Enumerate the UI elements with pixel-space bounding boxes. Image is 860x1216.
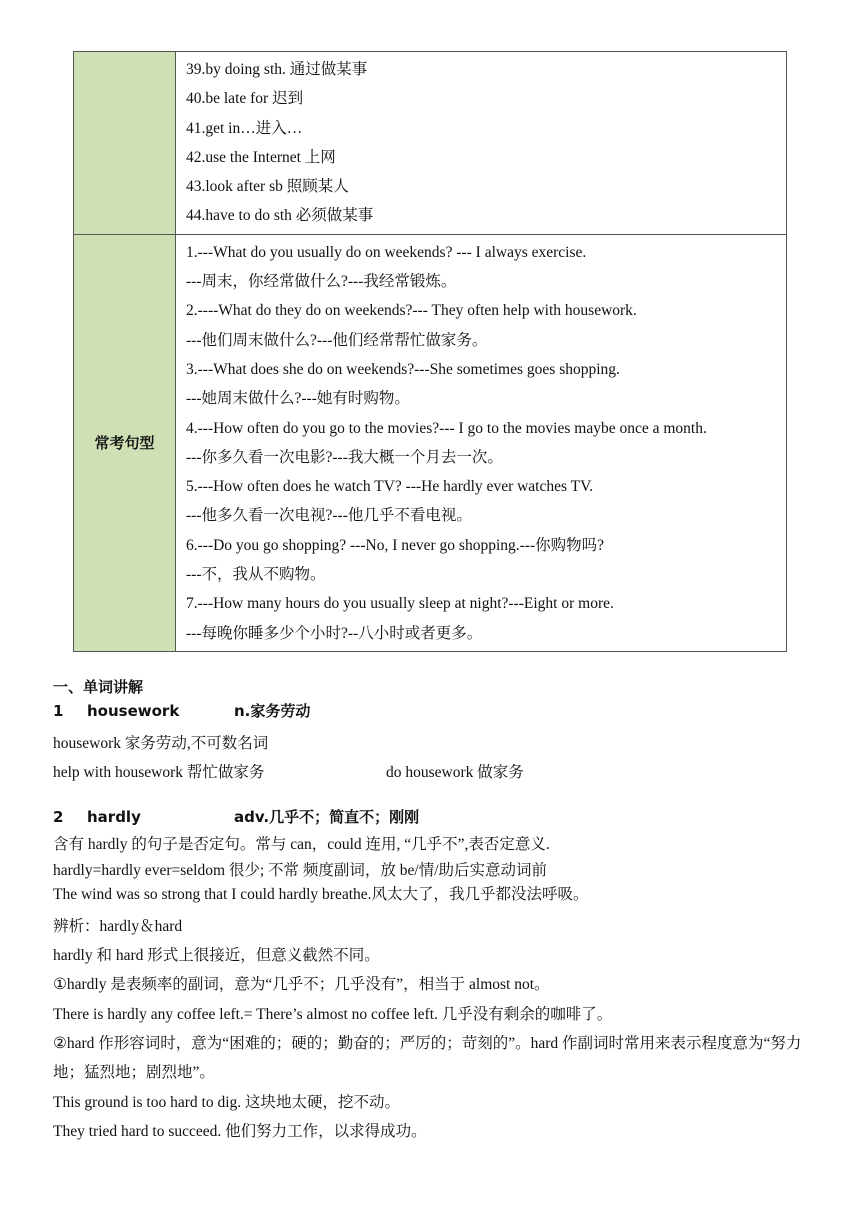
word-heading <box>53 698 813 724</box>
list-item: 7.---How many hours do you usually sleep at night?---Eight or more. <box>186 595 614 613</box>
word-number: 2 <box>53 807 64 826</box>
row-label: 常考句型 <box>74 234 176 651</box>
paragraph: 含有 hardly 的句子是否定句。常与 can，could 连用, “几乎不”,表否定意义. <box>53 835 550 853</box>
row-content <box>176 52 787 235</box>
paragraph: There is hardly any coffee left.= There’s almost no coffee left. 几乎没有剩余的咖啡了。 <box>53 1005 613 1023</box>
list-item: ---不，我从不购物。 <box>186 566 326 584</box>
list-item: ---他们周末做什么?---他们经常帮忙做家务。 <box>186 331 488 349</box>
word-definition: n.家务劳动 <box>234 702 311 720</box>
list-item: 1.---What do you usually do on weekends? --- I always exercise. <box>186 243 587 261</box>
word-heading <box>53 804 813 830</box>
section-heading: 一、单词讲解 <box>53 678 144 696</box>
list-item: 43.look after sb 照顾某人 <box>186 178 349 196</box>
list-item: ---每晚你睡多少个小时?--八小时或者更多。 <box>186 624 483 642</box>
table-row <box>74 234 787 651</box>
list-item: 41.get in…进入… <box>186 119 303 137</box>
row-label <box>74 52 176 235</box>
paragraph: ①hardly 是表频率的副词，意为“几乎不；几乎没有”，相当于 almost not。 <box>53 976 550 994</box>
paragraph: 辨析：hardly＆hard <box>53 917 183 935</box>
phrase: help with housework 帮忙做家务 <box>53 764 265 782</box>
list-item: 3.---What does she do on weekends?---She sometimes goes shopping. <box>186 360 620 378</box>
list-item: 44.have to do sth 必须做某事 <box>186 207 374 225</box>
word-term: hardly <box>87 807 141 826</box>
list-item: 40.be late for 迟到 <box>186 90 304 108</box>
spacer <box>53 788 813 804</box>
paragraph: hardly=hardly ever=seldom 很少; 不常 频度副词，放 be/情/助后实意动词前 <box>53 861 548 879</box>
phrase: do housework 做家务 <box>386 764 524 782</box>
paragraph: ②hard 作形容词时，意为“困难的；硬的；勤奋的；严厉的；苛刻的”。hard 作副词时常用来表示程度意为“努力地；猛烈地；剧烈地”。 <box>53 1035 802 1082</box>
list-item: 4.---How often do you go to the movies?--- I go to the movies maybe once a month. <box>186 419 707 437</box>
table-row <box>74 52 787 235</box>
paragraph <box>53 758 813 787</box>
word-term: housework <box>87 702 180 720</box>
list-item: 39.by doing sth. 通过做某事 <box>186 61 368 78</box>
word-definition: adv.几乎不；简直不；刚刚 <box>234 807 420 826</box>
list-item: 2.----What do they do on weekends?--- They often help with housework. <box>186 302 637 320</box>
paragraph: hardly 和 hard 形式上很接近，但意义截然不同。 <box>53 947 380 965</box>
word-number: 1 <box>53 702 64 720</box>
list-item: ---她周末做什么?---她有时购物。 <box>186 390 410 408</box>
row-content <box>176 234 787 651</box>
paragraph: They tried hard to succeed. 他们努力工作，以求得成功。 <box>53 1122 427 1140</box>
list-item: 5.---How often does he watch TV? ---He hardly ever watches TV. <box>186 478 594 496</box>
list-item: 6.---Do you go shopping? ---No, I never go shopping.---你购物吗? <box>186 536 604 554</box>
list-item: 42.use the Internet 上网 <box>186 148 336 166</box>
paragraph: This ground is too hard to dig. 这块地太硬，挖不动。 <box>53 1093 401 1111</box>
list-item: ---周末，你经常做什么?---我经常锻炼。 <box>186 273 457 291</box>
vocabulary-section <box>53 676 813 1146</box>
phrase-table <box>73 51 787 652</box>
paragraph: The wind was so strong that I could hardly breathe.风太大了，我几乎都没法呼吸。 <box>53 885 589 903</box>
list-item: ---你多久看一次电影?---我大概一个月去一次。 <box>186 448 503 466</box>
list-item: ---他多久看一次电视?---他几乎不看电视。 <box>186 507 472 525</box>
paragraph: housework 家务劳动,不可数名词 <box>53 735 269 752</box>
